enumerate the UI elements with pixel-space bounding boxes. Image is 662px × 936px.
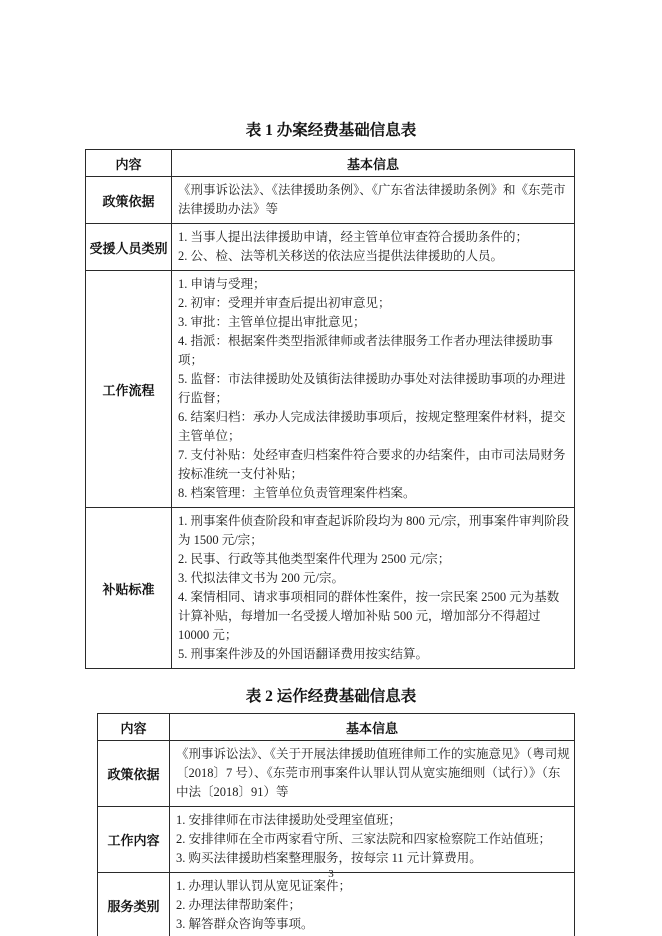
cell-line: 《刑事诉讼法》、《法律援助条例》、《广东省法律援助条例》和《东莞市法律援助办法》等: [178, 183, 566, 216]
cell-line: 《刑事诉讼法》、《关于开展法律援助值班律师工作的实施意见》（粤司规〔2018〕7 号）、《东莞市刑事案件认罪认罚从宽实施细则（试行）》（东中法〔2018〕91）等: [176, 747, 570, 799]
table2-header-info: 基本信息: [170, 714, 575, 741]
row-label: 工作流程: [86, 271, 172, 508]
cell-line: 6. 结案归档：承办人完成法律援助事项后，按规定整理案件材料，提交主管单位；: [178, 410, 566, 443]
cell-line: 2. 安排律师在全市两家看守所、三家法院和四家检察院工作站值班；: [176, 832, 552, 846]
row-label: 政策依据: [98, 741, 170, 807]
table2-row-work: [98, 807, 575, 873]
table1-row-subsidy: [86, 508, 575, 669]
cell-line: 3. 代拟法律文书为 200 元/宗。: [178, 571, 344, 585]
cell-line: 2. 初审：受理并审查后提出初审意见；: [178, 296, 391, 310]
table2: [97, 713, 575, 936]
cell-line: 1. 安排律师在市法律援助处受理室值班；: [176, 813, 402, 827]
cell-line: 5. 监督：市法律援助处及镇街法律援助办事处对法律援助事项的办理进行监督；: [178, 372, 566, 405]
cell-line: 3. 解答群众咨询等事项。: [176, 917, 314, 931]
row-value: [170, 873, 575, 936]
table1-row-recipients: [86, 224, 575, 271]
row-label: 补贴标准: [86, 508, 172, 669]
row-value: [170, 741, 575, 807]
cell-line: 1. 当事人提出法律援助申请，经主管单位审查符合援助条件的；: [178, 230, 529, 244]
cell-line: 2. 民事、行政等其他类型案件代理为 2500 元/宗；: [178, 552, 451, 566]
cell-line: 4. 案情相同、请求事项相同的群体性案件，按一宗民案 2500 元为基数计算补贴，每增加一名受援人增加补贴 500 元，增加部分不得超过 10000 元；: [178, 590, 560, 642]
cell-line: 4. 指派：根据案件类型指派律师或者法律服务工作者办理法律援助事项；: [178, 334, 554, 367]
table1: [85, 149, 575, 669]
table2-header-row: [98, 714, 575, 741]
table2-row-policy: [98, 741, 575, 807]
table1-row-policy: [86, 177, 575, 224]
row-label: 工作内容: [98, 807, 170, 873]
cell-line: 7. 支付补贴：处经审查归档案件符合要求的办结案件，由市司法局财务按标准统一支付补贴；: [178, 448, 566, 481]
table2-header-content: 内容: [98, 714, 170, 741]
cell-line: 2. 公、检、法等机关移送的依法应当提供法律援助的人员。: [178, 249, 504, 263]
cell-line: 5. 刑事案件涉及的外国语翻译费用按实结算。: [178, 647, 429, 661]
table2-row-service: [98, 873, 575, 936]
table1-row-workflow: [86, 271, 575, 508]
row-label: 受援人员类别: [86, 224, 172, 271]
cell-line: 1. 刑事案件侦查阶段和审查起诉阶段均为 800 元/宗，刑事案件审判阶段为 1500 元/宗；: [178, 514, 569, 547]
table2-title: 表 2 运作经费基础信息表: [245, 688, 417, 705]
table1-header-content: 内容: [86, 150, 172, 177]
table1-header-info: 基本信息: [172, 150, 575, 177]
row-label: 服务类别: [98, 873, 170, 936]
cell-line: 1. 办理认罪认罚从宽见证案件；: [176, 879, 352, 893]
cell-line: 2. 办理法律帮助案件；: [176, 898, 302, 912]
cell-line: 8. 档案管理：主管单位负责管理案件档案。: [178, 486, 416, 500]
row-value: [172, 271, 575, 508]
page-number: 3: [328, 868, 334, 880]
row-value: [172, 508, 575, 669]
table1-header-row: [86, 150, 575, 177]
row-label: 政策依据: [86, 177, 172, 224]
row-value: [172, 177, 575, 224]
table1-title: 表 1 办案经费基础信息表: [245, 122, 417, 139]
row-value: [170, 807, 575, 873]
cell-line: 1. 申请与受理；: [178, 277, 266, 291]
row-value: [172, 224, 575, 271]
cell-line: 3. 审批：主管单位提出审批意见；: [178, 315, 366, 329]
cell-line: 3. 购买法律援助档案整理服务，按每宗 11 元计算费用。: [176, 851, 482, 865]
